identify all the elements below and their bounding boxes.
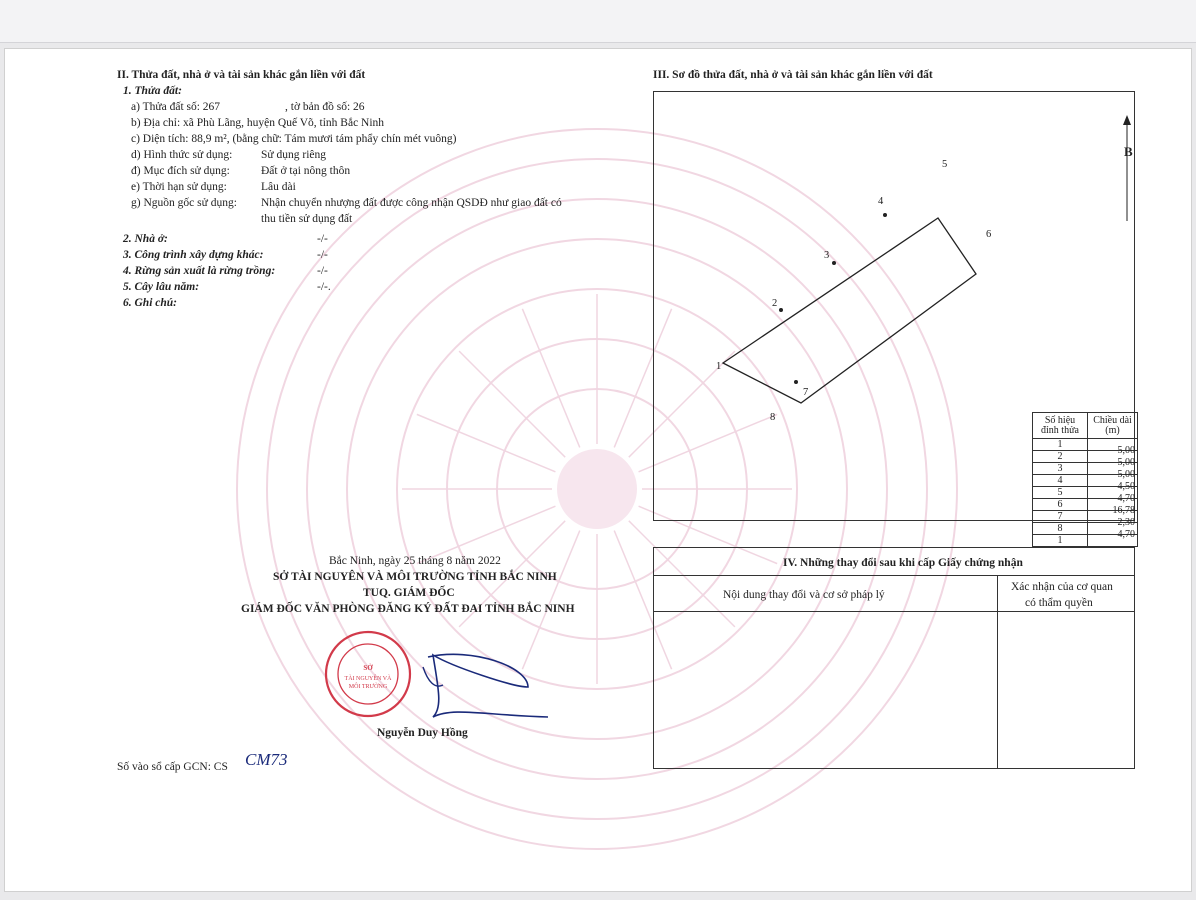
perennial-heading: 5. Cây lâu năm: xyxy=(123,281,200,293)
use-form-label: d) Hình thức sử dụng: xyxy=(131,149,233,161)
certificate-page xyxy=(4,48,1192,892)
length-row-vertex: 3 xyxy=(1033,463,1088,475)
registry-handwritten: CM73 xyxy=(245,750,288,769)
section2-title: II. Thửa đất, nhà ở và tài sản khác gắn liền với đất xyxy=(117,69,366,81)
length-row-vertex: 4 xyxy=(1033,475,1088,487)
length-row-value: 16,78 xyxy=(1088,505,1138,517)
sign-org: SỞ TÀI NGUYÊN VÀ MÔI TRƯỜNG TỈNH BẮC NINH xyxy=(273,571,557,583)
length-row-vertex: 8 xyxy=(1033,523,1088,535)
svg-text:TÀI NGUYÊN VÀ: TÀI NGUYÊN VÀ xyxy=(344,676,392,682)
svg-text:MÔI TRƯỜNG: MÔI TRƯỜNG xyxy=(348,684,388,690)
length-row-value: 5,00 xyxy=(1088,469,1138,481)
use-purpose-label: đ) Mục đích sử dụng: xyxy=(131,165,230,177)
forest-value: -/- xyxy=(317,265,328,277)
length-row-value: 4,70 xyxy=(1088,529,1138,541)
address: b) Địa chỉ: xã Phù Lãng, huyện Quế Võ, tỉnh Bắc Ninh xyxy=(131,117,385,129)
length-row-vertex: 6 xyxy=(1033,499,1088,511)
area: c) Diện tích: 88,9 m², (bằng chữ: Tám mươi tám phẩy chín mét vuông) xyxy=(131,133,457,145)
watermark-ray xyxy=(459,351,565,457)
other-construction-value: -/- xyxy=(317,249,328,261)
map-sheet-number: , tờ bản đồ số: 26 xyxy=(285,101,365,113)
length-row-value: 4,70 xyxy=(1088,493,1138,505)
sign-tuq: TUQ. GIÁM ĐỐC xyxy=(363,587,455,599)
signer-name: Nguyễn Duy Hồng xyxy=(377,727,468,739)
vertex-label-6: 6 xyxy=(986,229,992,240)
changes-col-content: Nội dung thay đổi và cơ sở pháp lý xyxy=(723,589,885,601)
signature-stroke xyxy=(428,654,548,717)
sign-date: Bắc Ninh, ngày 25 tháng 8 năm 2022 xyxy=(329,555,501,567)
length-row-value: 5,00 xyxy=(1088,445,1138,457)
length-row xyxy=(1033,535,1138,547)
section4-title: IV. Những thay đổi sau khi cấp Giấy chứng nhận xyxy=(783,557,1023,569)
section3-title: III. Sơ đồ thửa đất, nhà ở và tài sản khác gắn liền với đất xyxy=(653,69,933,81)
table-head-length: Chiều dài (m) xyxy=(1088,413,1138,439)
length-row-vertex: 1 xyxy=(1033,439,1088,451)
length-row-value: 5,00 xyxy=(1088,457,1138,469)
use-term-value: Lâu dài xyxy=(261,181,296,193)
edge-length-table xyxy=(1032,412,1138,547)
vertex-label-1: 1 xyxy=(716,361,722,372)
watermark-ray xyxy=(417,414,556,471)
changes-col-confirm-2: có thẩm quyền xyxy=(1025,597,1093,609)
house-heading: 2. Nhà ở: xyxy=(123,233,168,245)
registry-label: Số vào sổ cấp GCN: CS xyxy=(117,761,228,773)
table-head-vertex: Số hiệu đỉnh thửa xyxy=(1033,413,1088,439)
watermark-ray xyxy=(522,309,579,448)
origin-value-1: Nhận chuyển nhượng đất được công nhận QSDĐ như giao đất có xyxy=(261,197,562,209)
north-arrow-head xyxy=(1123,115,1131,125)
length-row-value: 2,30 xyxy=(1088,517,1138,529)
svg-text:SỞ: SỞ xyxy=(363,664,373,672)
forest-heading: 4. Rừng sản xuất là rừng trồng: xyxy=(123,265,276,277)
vertex-label-5: 5 xyxy=(942,159,948,170)
length-row-value xyxy=(1088,433,1138,445)
perennial-value: -/-. xyxy=(317,281,331,293)
vertex-label-8: 8 xyxy=(770,412,776,423)
stamp-and-signature xyxy=(323,627,553,727)
origin-label: g) Nguồn gốc sử dụng: xyxy=(131,197,237,209)
parcel-outline xyxy=(723,218,976,403)
length-row-vertex: 5 xyxy=(1033,487,1088,499)
other-construction-heading: 3. Công trình xây dựng khác: xyxy=(123,249,264,261)
length-row-vertex: 1 xyxy=(1033,535,1088,547)
sign-position: GIÁM ĐỐC VĂN PHÒNG ĐĂNG KÝ ĐẤT ĐAI TỈNH BẮC NINH xyxy=(241,603,575,615)
viewer-top-strip xyxy=(0,0,1196,43)
vertex-dot-2 xyxy=(779,308,783,312)
vertex-label-3: 3 xyxy=(824,250,830,261)
vertex-label-2: 2 xyxy=(772,298,778,309)
parcel-number: a) Thửa đất số: 267 xyxy=(131,101,221,113)
use-term-label: e) Thời hạn sử dụng: xyxy=(131,181,227,193)
length-row-vertex: 2 xyxy=(1033,451,1088,463)
north-label: B xyxy=(1124,144,1133,159)
vertex-label-4: 4 xyxy=(878,196,884,207)
vertex-dot-7 xyxy=(794,380,798,384)
use-form-value: Sử dụng riêng xyxy=(261,149,327,161)
length-row-value: 4,50 xyxy=(1088,481,1138,493)
vertex-dot-4 xyxy=(883,213,887,217)
vertex-dot-3 xyxy=(832,261,836,265)
origin-value-2: thu tiền sử dụng đất xyxy=(261,213,353,225)
changes-col-confirm-1: Xác nhận của cơ quan xyxy=(1011,581,1113,593)
notes-heading: 6. Ghi chú: xyxy=(123,297,177,309)
house-value: -/- xyxy=(317,233,328,245)
use-purpose-value: Đất ở tại nông thôn xyxy=(261,165,351,177)
land-parcel-heading: 1. Thửa đất: xyxy=(123,85,182,97)
stamp-inner-ring xyxy=(338,644,398,704)
vertex-label-7: 7 xyxy=(803,387,809,398)
length-row-vertex: 7 xyxy=(1033,511,1088,523)
